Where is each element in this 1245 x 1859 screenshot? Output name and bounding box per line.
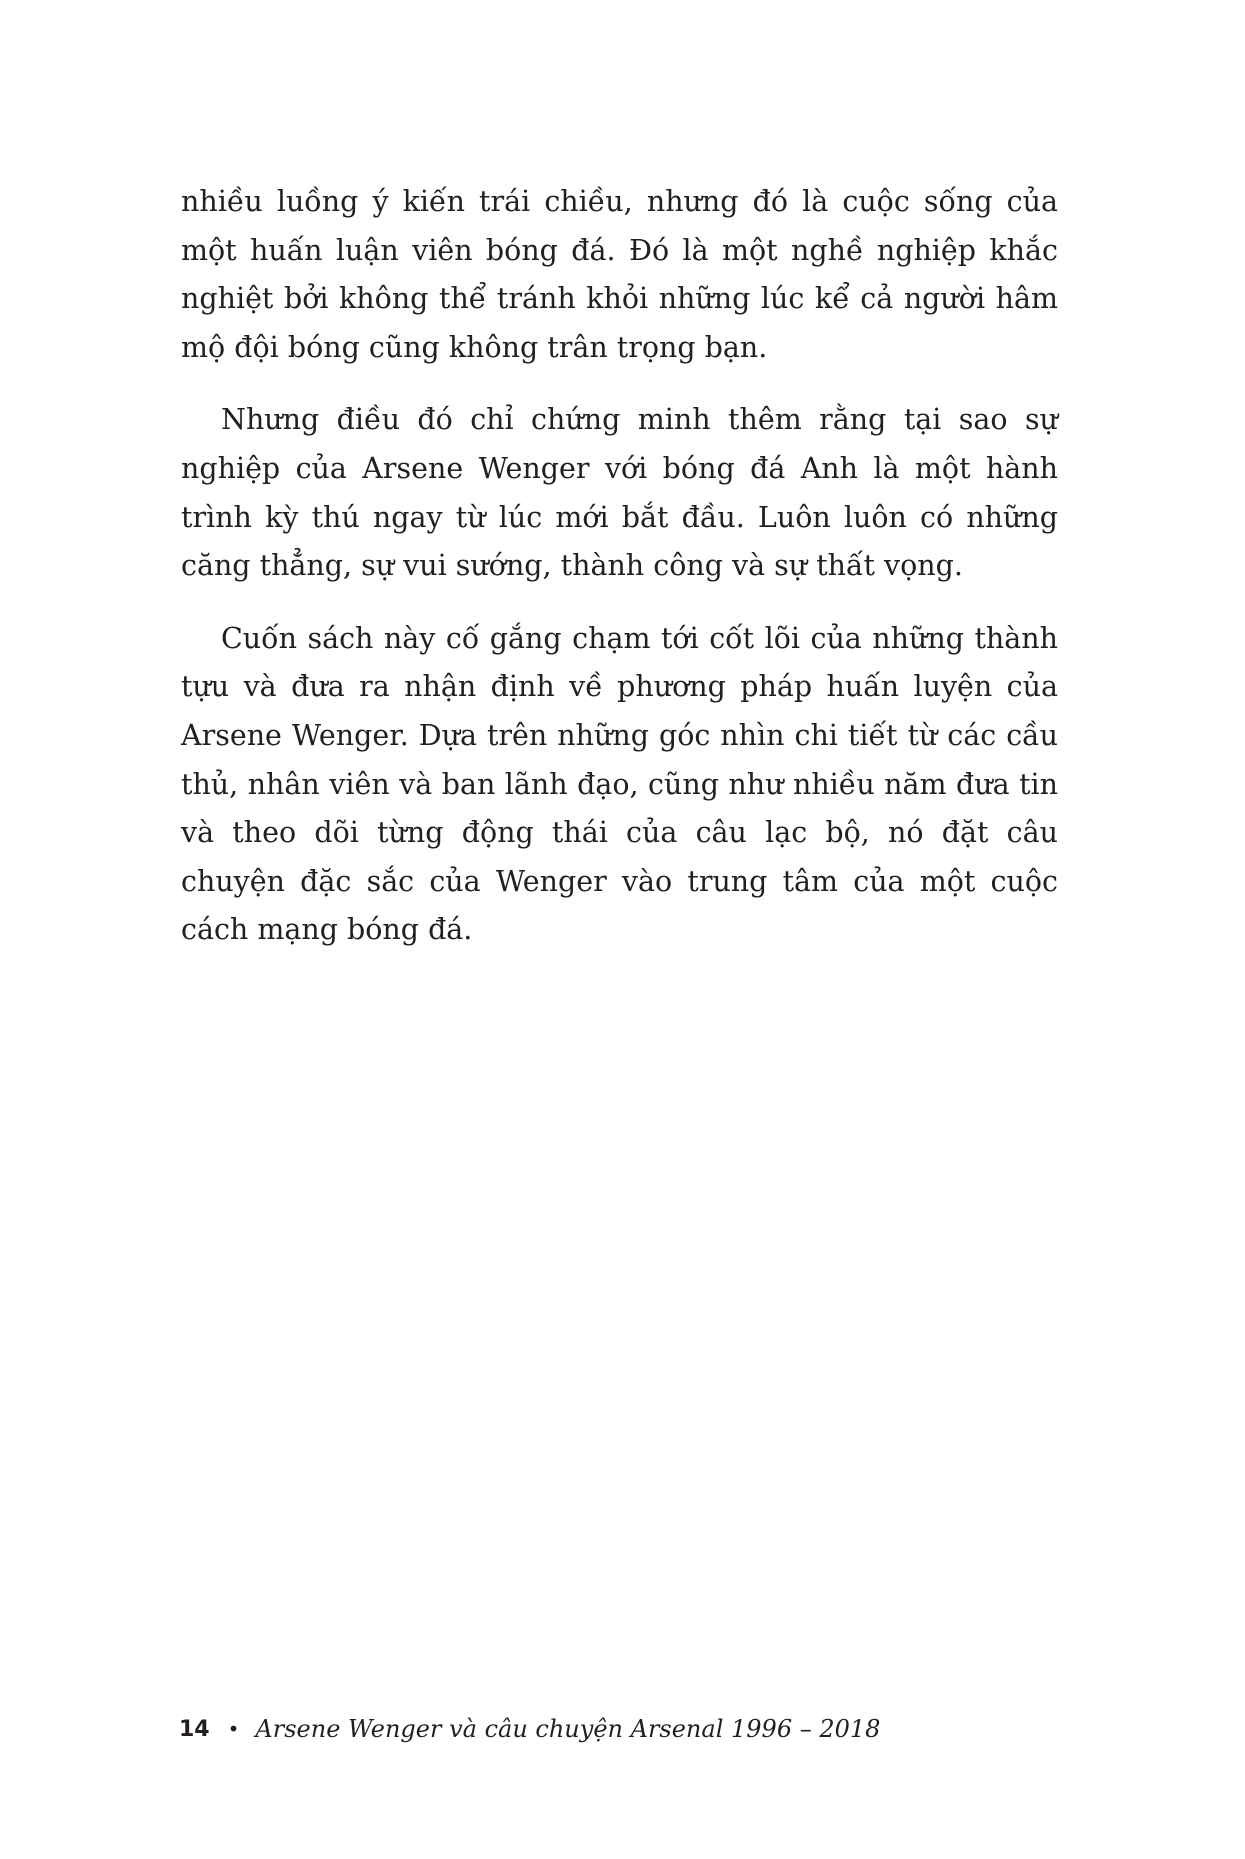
body-text [181,178,1058,955]
page-footer [179,1709,880,1749]
paragraph-3: Cuốn sách này cố gắng chạm tới cốt lõi của những thành tựu và đưa ra nhận định về phương pháp huấn luyện của Arsene Wenger. Dựa trên những góc nhìn chi tiết từ các cầu thủ, nhân viên và ban lãnh đạo, cũng như nhiều năm đưa tin và theo dõi từng động thái của câu lạc bộ, nó đặt câu chuyện đặc sắc của Wenger vào trung tâm của một cuộc cách mạng bóng đá. [181,621,1058,947]
footer-separator: • [227,1717,240,1741]
paragraph-2: Nhưng điều đó chỉ chứng minh thêm rằng tại sao sự nghiệp của Arsene Wenger với bóng đá Anh là một hành trình kỳ thú ngay từ lúc mới bắt đầu. Luôn luôn có những căng thẳng, sự vui sướng, thành công và sự thất vọng. [181,403,1058,583]
running-title: Arsene Wenger và câu chuyện Arsenal 1996 – 2018 [255,1715,881,1743]
page-number: 14 [179,1716,210,1742]
paragraph-1: nhiều luồng ý kiến trái chiều, nhưng đó là cuộc sống của một huấn luận viên bóng đá. Đó là một nghề nghiệp khắc nghiệt bởi không thể tránh khỏi những lúc kể cả người hâm mộ đội bóng cũng không trân trọng bạn. [181,185,1058,364]
